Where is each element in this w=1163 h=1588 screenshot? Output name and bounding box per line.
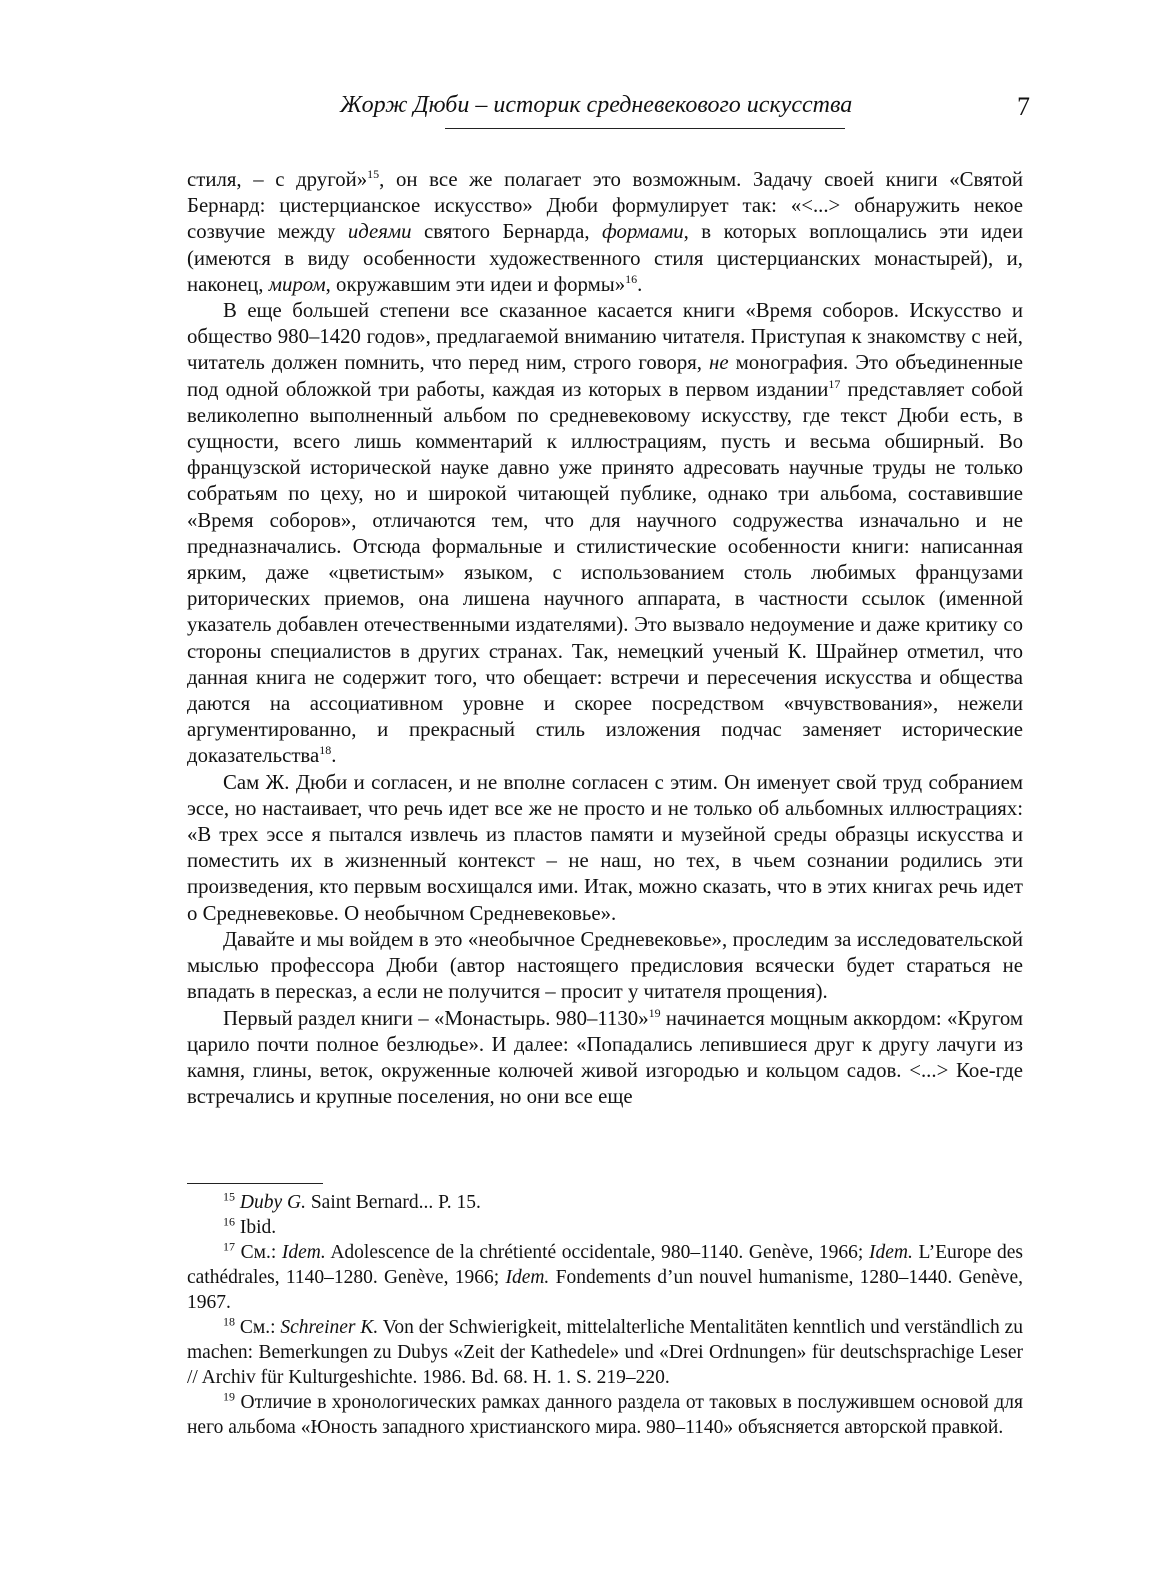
- footnote-text: Ibid.: [235, 1217, 277, 1238]
- footnote-number: 18: [223, 1314, 235, 1329]
- footnote-text: Saint Bernard... P. 15.: [305, 1192, 481, 1213]
- footnote-ref-17: 17: [828, 376, 841, 391]
- footnote-text: Von der Schwierigkeit, mittelalterliche Mentalitäten kenntlich und verständlich zu machen: Bemerkungen zu Dubys «Zeit der Kathedele» und «Drei Ordnungen» für deutschsprachige Leser // Archiv für Kulturgeshichte. 1986. Bd. 68. H. 1. S. 219–220.: [187, 1317, 1024, 1388]
- footnote-ref-15: 15: [367, 167, 380, 182]
- footnote-separator: [187, 1183, 323, 1184]
- footnote-ref-19: 19: [648, 1005, 661, 1020]
- text-run: святого Бернарда,: [411, 220, 603, 244]
- text-run: представляет собой великолепно выполненный альбом по средневековому искусству, где текст Дюби есть, в сущности, всего лишь комментарий к иллюстрациям, пусть и весьма обширный. Во французской исторической науке давно уже принято адресовать научные труды не только собратьям по цеху, но и широкой читающей публике, однако три альбома, составившие «Время соборов», отличаются тем, что для научного содружества изначально и не предназначались. Отсюда формальные и стилистические особенности книги: написанная ярким, даже «цветистым» языком, с использованием столь любимых французами риторических приемов, она лишена научного аппарата, в частности ссылок (именной указатель добавлен отечественными издателями). Это вызвало недоумение и даже критику со стороны специалистов в других странах. Так, немецкий ученый К. Шрайнер отметил, что данная книга не содержит того, что обещает: встречи и пересечения искусства и общества даются на ассоциативном уровне и скорее посредством «вчувствования», нежели аргументированно, и прекрасный стиль изложения подчас заменяет исторические доказательства: [187, 377, 1023, 768]
- footnote-ref-18: 18: [319, 743, 332, 758]
- emphasis: не: [709, 351, 729, 375]
- footnote-18: [187, 1315, 1023, 1390]
- footnotes: [187, 1190, 1023, 1440]
- emphasis: формами: [602, 220, 684, 244]
- emphasis: миром: [268, 272, 326, 296]
- main-text: [187, 167, 1023, 1110]
- emphasis: идеями: [347, 220, 412, 244]
- footnote-text: Adolescence de la chrétienté occidentale, 980–1140. Genève, 1966;: [325, 1242, 869, 1263]
- page-number: 7: [1017, 92, 1030, 121]
- running-head: [190, 92, 1030, 132]
- running-title: Жорж Дюби – историк средневекового искусства: [340, 92, 853, 118]
- text-run: Первый раздел книги – «Монастырь. 980–1130»: [223, 1006, 649, 1030]
- text-run: В еще большей степени все сказанное касается книги «Время соборов. Искусство и общество 980–1420 годов», предлагаемой вниманию читателя. Приступая к знакомству с ней, читатель должен помнить, что перед ним, строго говоря,: [187, 299, 1023, 375]
- footnote-15: [187, 1190, 1023, 1215]
- paragraph-3: Сам Ж. Дюби и согласен, и не вполне согласен с этим. Он именует свой труд собранием эссе, но настаивает, что речь идет все же не просто и не только об альбомных иллюстрациях: «В трех эссе я пытался извлечь из пластов памяти и музейной среды образцы искусства и поместить их в жизненный контекст – не наш, но тех, в чьем сознании родились эти произведения, кто первым восхищался ими. Итак, можно сказать, что в этих книгах речь идет о Средневековье. О необычном Средневековье».: [187, 770, 1023, 925]
- emphasis: Schreiner K.: [280, 1317, 379, 1338]
- text-run: .: [637, 272, 643, 296]
- paragraph-4: Давайте и мы войдем в это «необычное Средневековье», проследим за исследовательской мыслью профессора Дюби (автор настоящего предисловия всячески будет стараться не впадать в пересказ, а если не получится – просит у читателя прощения).: [187, 927, 1023, 1004]
- footnote-17: [187, 1240, 1023, 1315]
- footnote-text: L’Europe des cathédrales, 1140–1280. Genève, 1966;: [187, 1242, 1024, 1288]
- text-run: , в которых воплощались эти идеи (имеются в виду особенности художественного стиля цистерцианских монастырей), и, наконец,: [187, 220, 1023, 296]
- footnote-ref-16: 16: [625, 271, 638, 286]
- text-run: .: [331, 744, 337, 768]
- footnote-author: Duby G.: [239, 1192, 306, 1213]
- text-run: , он все же полагает это возможным. Задачу своей книги «Святой Бернард: цистерцианское искусство» Дюби формулирует так: «<...> обнаружить некое созвучие между: [187, 168, 1023, 244]
- header-underline: [445, 128, 845, 129]
- footnote-number: 15: [223, 1189, 235, 1204]
- text-run: , окружавшим эти идеи и формы»: [325, 272, 626, 296]
- emphasis: Idem.: [281, 1242, 326, 1263]
- footnote-text: См.:: [235, 1317, 281, 1338]
- footnote-number: 17: [223, 1239, 235, 1254]
- paragraph-2: [187, 298, 1023, 770]
- emphasis: Idem.: [868, 1242, 913, 1263]
- footnote-text: См.:: [235, 1242, 282, 1263]
- footnote-number: 19: [223, 1389, 235, 1404]
- footnote-text: Fondements d’un nouvel humanisme, 1280–1440. Genève, 1967.: [187, 1267, 1023, 1313]
- paragraph-1: [187, 167, 1023, 298]
- footnote-19: [187, 1390, 1023, 1440]
- text-run: начинается мощным аккордом: «Кругом царило почти полное безлюдье». И далее: «Попадались лепившиеся друг к другу лачуги из камня, глины, веток, окруженные колючей живой изгородью и кольцом садов. <...> Кое-где встречались и крупные поселения, но они все еще: [187, 1006, 1023, 1109]
- footnote-number: 16: [223, 1214, 235, 1229]
- text-run: монография. Это объединенные под одной обложкой три работы, каждая из которых в первом издании: [187, 351, 1023, 401]
- paragraph-5: [187, 1006, 1023, 1111]
- emphasis: Idem.: [505, 1267, 550, 1288]
- footnote-text: Отличие в хронологических рамках данного раздела от таковых в послужившем основой для него альбома «Юность западного христианского мира. 980–1140» объясняется авторской правкой.: [187, 1392, 1023, 1438]
- text-run: стиля, – с другой»: [187, 168, 368, 191]
- footnote-16: [187, 1215, 1023, 1240]
